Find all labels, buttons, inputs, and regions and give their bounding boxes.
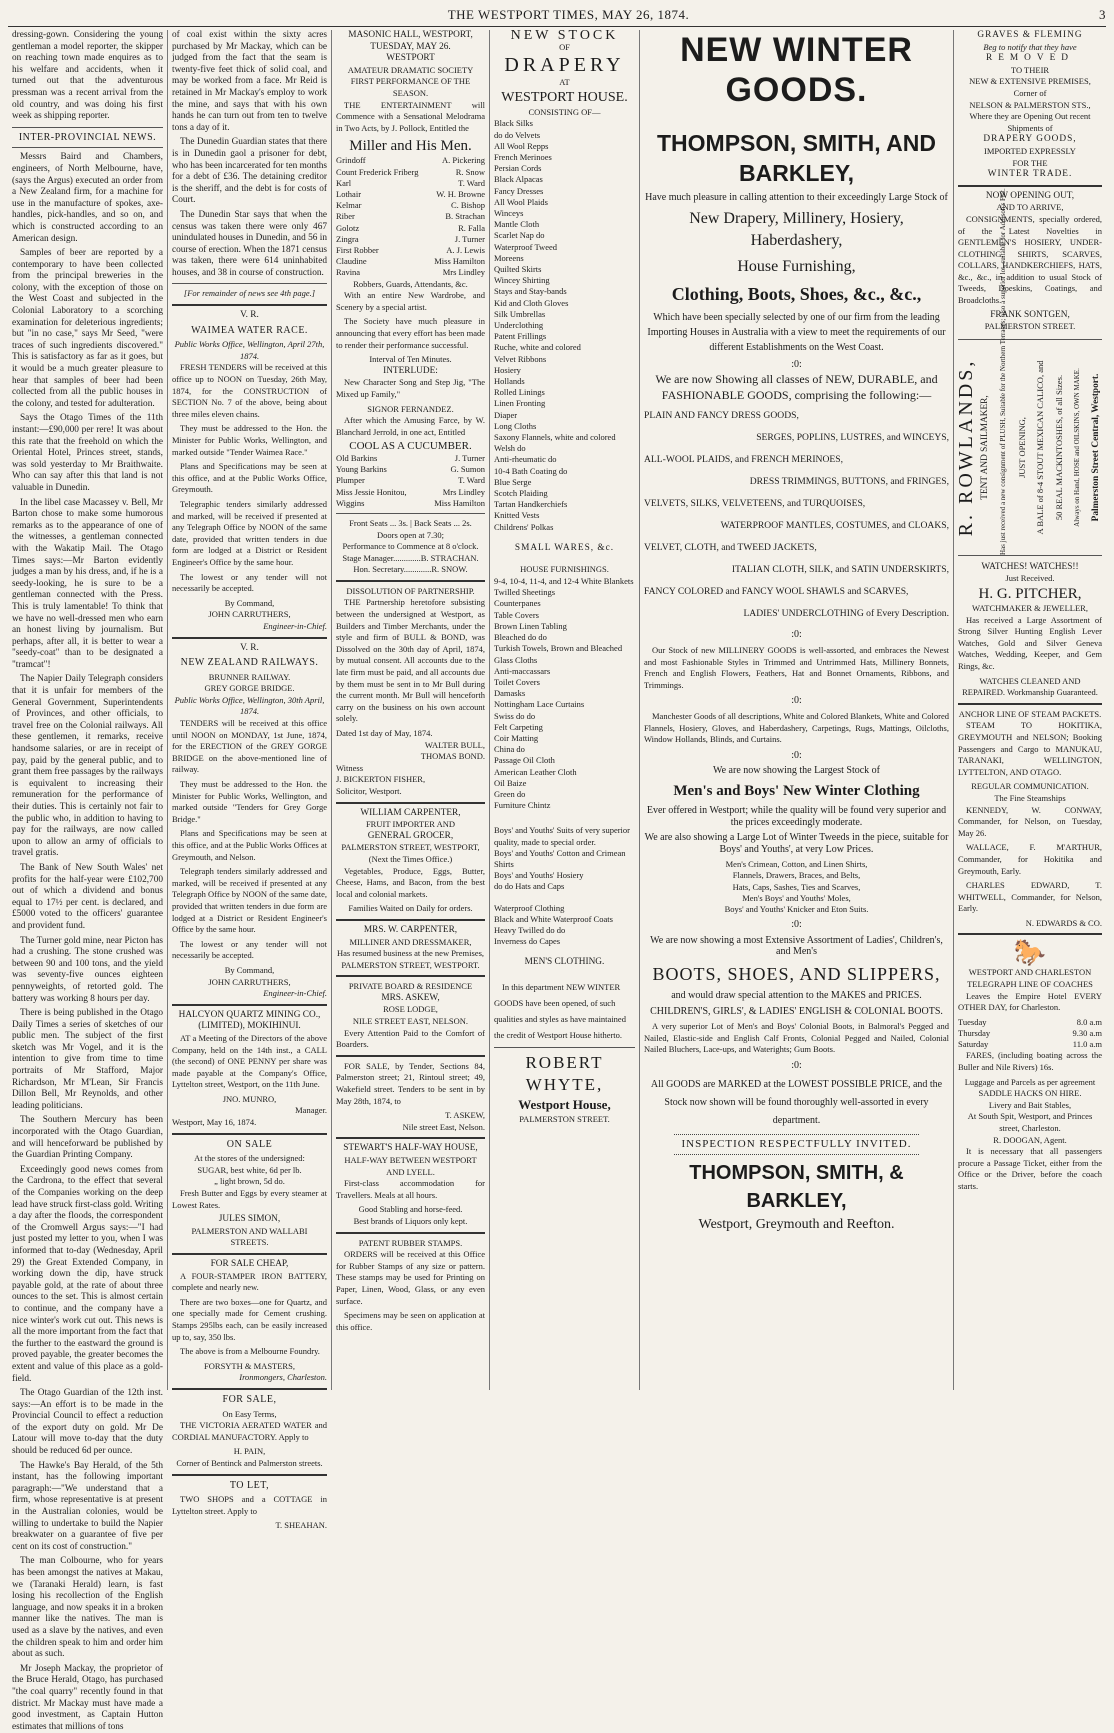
cast-list-2 bbox=[336, 453, 485, 509]
list-row bbox=[336, 267, 485, 278]
list-row bbox=[336, 475, 485, 486]
list-row bbox=[336, 245, 485, 256]
list-item: do do Hats and Caps bbox=[494, 881, 565, 892]
row-value: Mrs Lindley bbox=[442, 486, 485, 497]
list-row bbox=[336, 464, 485, 475]
list-item: Heavy Twilled do do bbox=[494, 924, 566, 935]
halcyon-ad: HALCYON QUARTZ MINING CO., (LIMITED), MOKIHINUI. AT a Meeting of the Directors of the above Company, held on the 14th inst., a CALL (the second) of ONE PENNY per share was made payable at the Company's Office, Lyttelton street, Westport, on the 11th June. JNO. MUNRO, Manager. Westport, May 16, 1874. bbox=[172, 1009, 327, 1128]
news-paragraph: The Otago Guardian of the 12th inst. says:—An effort is to be made in the Provincial Council to effect a reduction of the export duty on gold. Mr De Latour will move to-day that the duty should be reduced 6d per ounce. bbox=[12, 1388, 163, 1457]
column-thompson-smith: NEW WINTER GOODS. THOMPSON, SMITH, AND BARKLEY, Have much pleasure in calling attention to their exceedingly Large Stock of New Drapery, Millinery, Hosiery, Haberdashery, House Furnishing, Clothing, Boots, Shoes, &c., &c., Which have been specially selected by one of our firm from the leading Importing Houses in Australia with a view to meet the requirements of our different Establishments on the West Coast. :0: We are now Showing all classes of NEW, DURABLE, and FASHIONABLE GOODS, comprising the following:— PLAIN AND FANCY DRESS GOODS, SERGES, POPLINS, LUSTRES, and WINCEYS, ALL-WOOL PLAIDS, and FRENCH MERINOES, DRESS TRIMMINGS, BUTTONS, and FRINGES, VELVETS, SILKS, VELVETEENS, and TURQUOISES, WATERPROOF MANTLES, COSTUMES, and CLOAKS, VELVET, CLOTH, and TWEED JACKETS, ITALIAN CLOTH, SILK, and SATIN UNDERSKIRTS, FANCY COLORED and FANCY WOOL SHAWLS and SCARVES, LADIES' UNDERCLOTHING of Every Description. :0: Our Stock of new MILLINERY GOODS is well-assorted, and embraces the Newest and most Fashionable Styles in Trimmed and Untrimmed Hats, Millinery Bonnets, French and English Flowers, Feathers, Hat and Bonnet Ornaments, Ribbons, and Trimmings. :0: Manchester Goods of all descriptions, White and Colored Blankets, White and Colored Flannels, Hosiery, Gloves, and Haberdashery, Carpetings, Rugs, Mattings, Oilcloths, Window Hollands, Blinds, and Curtains. :0: We are now showing the Largest Stock of Men's and Boys' New Winter Clothing Ever offered in Westport; while the quality will be found very superior and the prices exceedingly moderate. We are also showing a Large Lot of Winter Tweeds in the piece, suitable for Boys' and Youths', at very Low Prices. Men's Crimean, Cotton, and Linen Shirts, Flannels, Drawers, Braces, and Belts, Hats, Caps, Sashes, Ties and Scarves, Men's Boys' and Youths' Moles, Boys' and Youths' Knicker and Eton Suits. :0: We are now showing a most Extensive Assortment of Ladies', Children's, and Men's BOOTS, SHOES, AND SLIPPERS, and would draw special attention to the MAKES and PRICES. CHILDREN'S, GIRLS', & LADIES' ENGLISH & COLONIAL BOOTS. A very superior Lot of Men's and Boys' Colonial Boots, in Balmoral's Pegged and Nailed, Elastic-side and English Calf Fronts, Colonial Pegged and Nailed, Colonial Nailed Bluchers, Lace-ups, and Waterights; Gum Boots. :0: All GOODS are MARKED at the LOWEST POSSIBLE PRICE, and the Stock now shown will be found thoroughly well-assorted in every department. INSPECTION RESPECTFULLY INVITED. THOMPSON, SMITH, & BARKLEY, Westport, Greymouth and Reefton. bbox=[640, 30, 954, 1390]
news-paragraph: There is being published in the Otago Daily Times a series of sketches of our public men. The subject of the first sketch was Mr Vogel, and it is the intention to give from time to time portraits of Mr Stafford, Major Richardson, Mr M'Lean, Sir Francis Dillon Bell, Mr Reynolds, and other leading politicians. bbox=[12, 1008, 163, 1111]
row-label: Riber bbox=[336, 211, 355, 222]
list-item: Black and White Waterproof Coats bbox=[494, 913, 613, 924]
list-item: Boys' and Youths' Hosiery bbox=[494, 870, 584, 881]
row-value: 9.30 a.m bbox=[1072, 1028, 1102, 1039]
remainder-note: [For remainder of news see 4th page.] bbox=[183, 288, 316, 299]
list-item: 9-4, 10-4, 11-4, and 12-4 White Blankets bbox=[494, 576, 634, 587]
masthead-title: THE WESTPORT TIMES, MAY 26, 1874. bbox=[447, 7, 690, 22]
row-value: G. Sumon bbox=[450, 464, 485, 475]
list-item: All Wool Repps bbox=[494, 140, 549, 151]
list-item: Furniture Chintz bbox=[494, 800, 551, 811]
column-westport-house: NEW STOCK OF DRAPERY AT WESTPORT HOUSE. CONSISTING OF— Black Silks do do Velvets All Wool Repps French Merinoes Persian Cords Black Alpacas Fancy Dresses All Wool Plaids Winceys Mantle Cloth Scarlet Nap do Waterproof Tweed Moreens Quilted Skirts Wincey Shirting Stays and Stay-bands Kid and Cloth Gloves Silk Umbrellas Underclothing Patent Frillings Ruche, white and colored Velvet Ribbons Hosiery Hollands Rolled Linings Linen Fronting Diaper Long Cloths Saxony Flannels, white and colored Welsh do Anti-rheumatic do 10-4 Bath Coating do Blue Serge Scotch Plaiding Tartan Handkerchiefs Knitted Vests Childrens' Polkas SMALL WARES, &c. HOUSE FURNISHINGS. 9-4, 10-4, 11-4, and 12-4 White Blankets Twilled Sheetings Counterpanes Table Covers Brown Linen Tabling Bleached do do Turkish Towels, Brown and Bleached Glass Cloths Anti-maccassars Toilet Covers Damasks Nottingham Lace Curtains Swiss do do Felt Carpeting Coir Matting China do Passage Oil Cloth American Leather Cloth Oil Baize Green do Furniture Chintz Boys' and Youths' Suits of very superior quality, made to special order. Boys' and Youths' Cotton and Crimean Shirts Boys' and Youths' Hosiery do do Hats and Caps Waterproof Clothing Black and White Waterproof Coats Heavy Twilled do do Inverness do Capes MEN'S CLOTHING. In this department NEW WINTER GOODS have been opened, of such qualities and styles as have maintained the credit of Westport House hitherto. ROBERT WHYTE, Westport House, PALMERSTON STREET. bbox=[490, 30, 640, 1390]
list-row bbox=[336, 189, 485, 200]
row-label: Young Barkins bbox=[336, 464, 387, 475]
news-paragraph: The Dunedin Star says that when the census was taken there were only 467 unindulated houses in Dunedin, and 56 in course of erection. When the 1871 census was taken, there were 614 uninhabited houses, and 38 in course of construction. bbox=[172, 209, 327, 278]
row-label: Count Frederick Friberg bbox=[336, 166, 419, 177]
row-label: Claudine bbox=[336, 256, 367, 267]
news-paragraph: The man Colbourne, who for years has been amongst the natives at Makau, we (Taranaki Herald) learn, is fast losing his recollection of the English language, and now speaks it in a broken manner like the natives. The man is used as a slave by the natives, and even the children speak to him and order him about as such. bbox=[12, 1556, 163, 1660]
list-item: Black Alpacas bbox=[494, 174, 543, 185]
mrs-carpenter-ad: MRS. W. CARPENTER, MILLINER AND DRESSMAKER, Has resumed business at the new Premises, PALMERSTON STREET, WESTPORT. bbox=[336, 924, 485, 970]
list-item: All Wool Plaids bbox=[494, 196, 548, 207]
waterproof-items bbox=[494, 903, 635, 948]
list-item: Tartan Handkerchiefs bbox=[494, 499, 568, 510]
list-item: Coir Matting bbox=[494, 732, 539, 743]
row-label: Ravina bbox=[336, 267, 361, 278]
row-label: Plumper bbox=[336, 475, 365, 486]
coach-icon: 🐎 bbox=[1013, 938, 1047, 968]
news-paragraph: Says the Otago Times of the 11th instant:—£90,000 per rere! It was about this rate that the freehold on which the Oriental Hotel, Princes street, stands, was sold yesterday to Mr Braithwaite. Who can say after this that land is not valuable in Dunedin. bbox=[12, 413, 163, 493]
row-value: 8.0 a.m bbox=[1076, 1016, 1102, 1027]
coaches-ad: 🐎 WESTPORT AND CHARLESTON TELEGRAPH LINE OF COACHES Leaves the Empire Hotel EVERY OTHER DAY, for Charleston. Tuesday 8.0 a.m Thursday 9.30 a.m Saturday 11.0 a.m FARES, (including boating across the Buller and Nile Rivers) 16s. Luggage and Parcels as per agreement SADDLE HACKS ON HIRE. Livery and Bait Stables, At South Spit, Westport, and Princes street, Charleston. R. DOOGAN, Agent. It is necessary that all passengers procure a Passage Ticket, either from the Office or the Driver, before the coach starts. bbox=[958, 938, 1102, 1191]
news-paragraph: The Turner gold mine, near Picton has had a crushing. The stone crushed was between 90 and 100 tons, and the yield was seventy-five ounces eighteen pennyweights, of retorted gold. The battery was working 8 hours per day. bbox=[12, 935, 163, 1004]
mens-lines bbox=[644, 859, 949, 915]
row-label: Karl bbox=[336, 177, 352, 188]
list-item: Felt Carpeting bbox=[494, 721, 543, 732]
list-item: Men's Crimean, Cotton, and Linen Shirts, bbox=[725, 859, 868, 870]
furnishing-items bbox=[494, 576, 635, 811]
list-row bbox=[336, 498, 485, 509]
cast-list bbox=[336, 155, 485, 278]
stamps-ad: PATENT RUBBER STAMPS. ORDERS will be received at this Office for Rubber Stamps of any size or pattern. These stamps may be used for Printing on Paper, Linen, Wood, Glass, or any even surface. Specimens may be seen on application at this office. bbox=[336, 1237, 485, 1332]
list-item: Silk Umbrellas bbox=[494, 308, 546, 319]
row-label: First Robber bbox=[336, 244, 379, 255]
list-item: American Leather Cloth bbox=[494, 766, 577, 777]
rowlands-ad: R. ROWLANDS, TENT AND SAILMAKER, Has just received a new consignment of PLUSH, Suitable for the Northern Terraces; also a superior lot, suitable for Addison's Flat. JUST OPENING, A BALE of 8-4 STOUT MEXICAN CALICO, and 50 REAL MACKINTOSHES, of all Sizes. Always on Hand, HOSE and OILSKINS, OWN MAKE. Palmerston Street Central, Westport. bbox=[955, 188, 1101, 555]
list-item: Passage Oil Cloth bbox=[494, 755, 555, 766]
anchor-line-ad: ANCHOR LINE OF STEAM PACKETS. STEAM TO HOKITIKA, GREYMOUTH and NELSON; Booking Passengers and Cargo to MANUKAU, TARANAKI, WELLINGTON, LYTTELTON, AND OTAGO. REGULAR COMMUNICATION. The Fine Steamships KENNEDY, W. CONWAY, Commander, for Nelson, on Tuesday, May 26. WALLACE, F. M'ARTHUR, Commander, for Hokitika and Greymouth, Early. CHARLES EDWARD, T. WHITWELL, Commander, for Nelson, Early. N. EDWARDS & CO. bbox=[958, 708, 1102, 928]
news-paragraph: dressing-gown. Considering the young gentleman a model reporter, the skipper on reaching town made enquires as to his welfare and accidents, when it turned out that the adventurous pressman was a recent arrival from the old country, and was doing his first week as shipping reporter. bbox=[12, 30, 163, 122]
list-item: Swiss do do bbox=[494, 710, 536, 721]
news-paragraph: of coal exist within the sixty acres purchased by Mr Mackay, which can be judged from the fact that the seam is twenty-five feet thick of solid coal, and may be worked from a face. Mr Reid is retained in Mr Mackay's employ to work the mine, and says that with his own hands he can turn out from ten to twelve tons a day of it. bbox=[172, 30, 327, 133]
row-value: R. Falla bbox=[458, 222, 485, 233]
list-item: Hats, Caps, Sashes, Ties and Scarves, bbox=[732, 881, 861, 892]
news-paragraph: Mr Joseph Mackay, the proprietor of the Bruce Herald, Otago, has purchased "the coal quarry" recently found in that district. Mr Mackay must have made a good investment, as Captain Hutton estimates that millions of tons bbox=[12, 1663, 163, 1732]
row-value: R. Snow bbox=[455, 166, 485, 177]
list-row bbox=[336, 200, 485, 211]
inter-provincial-heading: INTER-PROVINCIAL NEWS. bbox=[18, 131, 157, 143]
victoria-ad: FOR SALE, On Easy Terms, THE VICTORIA AERATED WATER and CORDIAL MANUFACTORY. Apply to H. PAIN, Corner of Bentinck and Palmerston streets. bbox=[172, 1393, 327, 1468]
list-item: do do Velvets bbox=[494, 129, 541, 140]
row-value: C. Bishop bbox=[450, 200, 485, 211]
play-title: Miller and His Men. bbox=[349, 138, 472, 155]
goods-line: LADIES' UNDERCLOTHING of Every Description. bbox=[743, 608, 949, 620]
news-paragraph: The Napier Daily Telegraph considers that it is unfair for members of the General Government, Superintendents of Provinces, and other officials, to travel free on the Colonial railways. All these gentlemen, it remarks, receive handsome salaries, or are in receipt of pay, paid by the general public, and to grant them free passages by the railways is equivalent to increasing their remuneration for the performance of their duties. This is certainly not fair to the public who, in addition to having to pay for the railways, are now called upon to allow an army of officials to travel gratis. bbox=[12, 674, 163, 859]
row-value: T. Ward bbox=[458, 475, 485, 486]
list-item: Moreens bbox=[494, 252, 524, 263]
list-item: Brown Linen Tabling bbox=[494, 620, 567, 631]
row-value: Miss Hamilton bbox=[434, 497, 485, 508]
news-paragraph: In the libel case Macassey v. Bell, Mr Barton chose to make some humorous remarks as to the appearance of one of the witnesses, a gentleman connected with the Wakatip Mail. The Otago Times says:—Mr Barton evidently judges a man by his dress, and, if he is a seedy-looking, he is sure to be a gentleman connected with the Press. This is truly lamentable! To think that we have no well-dressed men who earn an honest living by journalism. But perhaps, after all, it is better to wear a "seedy-coat" than to be designated a "tramcat"! bbox=[12, 497, 163, 670]
column-ads-6 bbox=[954, 30, 1106, 1390]
news-paragraphs bbox=[172, 137, 327, 279]
boots-heading: BOOTS, SHOES, AND SLIPPERS, bbox=[652, 964, 941, 985]
row-value: J. Turner bbox=[454, 233, 485, 244]
list-item: Counterpanes bbox=[494, 598, 541, 609]
list-item: Anti-maccassars bbox=[494, 665, 551, 676]
mens-clothing-heading: Men's and Boys' New Winter Clothing bbox=[673, 782, 920, 799]
list-item: Flannels, Drawers, Braces, and Belts, bbox=[732, 870, 861, 881]
list-item: Anti-rheumatic do bbox=[494, 454, 557, 465]
row-value: Mrs Lindley bbox=[442, 267, 485, 278]
graves-fleming-ad: GRAVES & FLEMING Beg to notify that they have REMOVED TO THEIR NEW & EXTENSIVE PREMISES, Corner of NELSON & PALMERSTON STS., Where they are Opening Out recent Shipments of DRAPERY GOODS, IMPORTED EXPRESSLY FOR THE WINTER TRADE. bbox=[969, 30, 1091, 180]
row-label: Grindoff bbox=[336, 155, 366, 166]
goods-line: DRESS TRIMMINGS, BUTTONS, and FRINGES, bbox=[749, 476, 949, 488]
list-item: French Merinoes bbox=[494, 151, 552, 162]
news-paragraph: Exceedingly good news comes from the Cardrona, to the effect that several of the Companies working on the deep lead have struck first-class gold. Writing a day after the floods, the correspondent of the Cromwell Argus says:—"I had just posted my letter to you, when I was informed that to-day (Wednesday, April 29) the Great Extended Company, in working down the dip, have struck payable gold, at the rate of about three ounces to the set. This is almost certain to continue, and the company have a nice winter's work cut out. This news is all the more important from the fact that the further to the eastward the ground is proved payable, the greater becomes the extent and value of this place as a gold-field. bbox=[12, 1164, 163, 1384]
row-value: 11.0 a.m bbox=[1072, 1039, 1102, 1050]
list-item: Underclothing bbox=[494, 320, 544, 331]
row-label: Golotz bbox=[336, 222, 360, 233]
list-row bbox=[336, 487, 485, 498]
row-value: A. Pickering bbox=[442, 155, 485, 166]
news-paragraph: Samples of beer are reported by a contemporary to have been collected from the principal breweries in the colony, with the exception of those on the West Coast and subjected in the Colonial Laboratory to a scorching examination for deleterious ingredients; but "in no case," says Mr Seed, "were traces of such ingredients discovered." This is satisfactory as far as it goes, but it would be a much greater pleasure to hear that samples of beer had been collected from all the public houses in the colony, and tested for adulteration. bbox=[12, 248, 163, 409]
list-item: Twilled Sheetings bbox=[494, 587, 556, 598]
sontgen-ad: NOW OPENING OUT, AND TO ARRIVE, CONSIGNMENTS, specially ordered, of the Latest Novelties in GENTLEMEN'S HOSIERY, UNDER-CLOTHING, SHIRTS, SCARVES, COLLARS, HANDKERCHIEFS, HATS, &c., &c., in addition to usual Stock of Tweeds, Doeskins, Coatings, and Broadcloths. FRANK SONTGEN, PALMERSTON STREET. bbox=[958, 190, 1102, 332]
goods-line: WATERPROOF MANTLES, COSTUMES, and CLOAKS, bbox=[720, 520, 949, 532]
list-item: Winceys bbox=[494, 208, 524, 218]
row-label: Kelmar bbox=[336, 200, 362, 211]
column-ads-3 bbox=[332, 30, 490, 1390]
new-winter-goods-title: NEW WINTER GOODS. bbox=[680, 31, 913, 109]
page-number: 3 bbox=[1099, 7, 1106, 22]
list-item: Diaper bbox=[494, 409, 518, 420]
vr-crest: V. R. bbox=[240, 310, 259, 321]
list-item: 10-4 Bath Coating do bbox=[494, 465, 568, 476]
stewart-ad: STEWART'S HALF-WAY HOUSE, HALF-WAY BETWEEN WESTPORT AND LYELL. First-class accommodation for Travellers. Meals at all hours. Good Stabling and horse-feed. Best brands of Liquors only kept. bbox=[336, 1143, 485, 1226]
drapery-items bbox=[494, 118, 635, 533]
drapery-heading: DRAPERY bbox=[504, 54, 625, 77]
list-item: Saxony Flannels, white and colored bbox=[494, 432, 616, 443]
list-row bbox=[336, 234, 485, 245]
list-item: Waterproof Tweed bbox=[494, 241, 557, 252]
battery-ad: FOR SALE CHEAP, A FOUR-STAMPER IRON BATTERY, complete and nearly new. There are two boxes—one for Quartz, and one specially made for Cement crushing. Stamps 295lbs each, can be easily increased up to, say, 350 lbs. The above is from a Melbourne Foundry. FORSYTH & MASTERS, Ironmongers, Charleston. bbox=[172, 1259, 327, 1383]
list-row bbox=[336, 453, 485, 464]
list-item: Linen Fronting bbox=[494, 398, 546, 409]
list-item: Fancy Dresses bbox=[494, 185, 544, 196]
list-item: Boys' and Youths' Cotton and Crimean Shirts bbox=[494, 847, 626, 869]
row-label: Wiggins bbox=[336, 497, 365, 508]
list-item: Kid and Cloth Gloves bbox=[494, 297, 569, 308]
list-item: Black Silks bbox=[494, 118, 533, 129]
list-item: Mantle Cloth bbox=[494, 219, 540, 230]
fashion-lines bbox=[644, 405, 949, 625]
list-item: Toilet Covers bbox=[494, 676, 540, 687]
row-value: W. H. Browne bbox=[436, 188, 485, 199]
list-item: Oil Baize bbox=[494, 777, 527, 788]
list-item: Rolled Linings bbox=[494, 387, 545, 398]
list-item: Wincey Shirting bbox=[494, 275, 550, 286]
row-label: Old Barkins bbox=[336, 452, 378, 463]
theatre-ad: MASONIC HALL, WESTPORT, TUESDAY, MAY 26. WESTPORT AMATEUR DRAMATIC SOCIETY FIRST PERFORMANCE OF THE SEASON. THE ENTERTAINMENT will Commence with a Sensational Melodrama in Two Acts, by J. Pollock, Entitled the Miller and His Men. Grindoff A. Pickering Count Frederick Friberg R. Snow Karl T. Ward Lothair W. H. Browne Kelmar C. Bishop Riber B. Strachan Golotz R. Falla Zingra J. Turner First Robber A. J. Lewis Claudine Miss Hamilton Ravina Mrs Lindley Robbers, Guards, Attendants, &c. With an entire New Wardrobe, and Scenery by a special artist. The Society have much pleasure in announcing that every effort has been made to render their performance successful. Interval of Ten Minutes. INTERLUDE: New Character Song and Step Jig, "The Mixed up Family," SIGNOR FERNANDEZ. After which the Amusing Farce, by W. Blanchard Jerrold, in one act, Entitled COOL AS A CUCUMBER. Old Barkins J. Turner Young Barkins G. Sumon Plumper T. Ward Miss Jessie Honitou, Mrs Lindley Wiggins Miss Hamilton Front Seats ... 3s. | Back Seats ... 2s. Doors open at 7.30; Performance to Commence at 8 o'clock. Stage Manager.............B. STRACHAN. Hon. Secretary.............R. SNOW. bbox=[336, 30, 485, 575]
westport-house-heading: WESTPORT HOUSE. bbox=[501, 89, 628, 105]
list-item: Blue Serge bbox=[494, 476, 532, 487]
boys-items bbox=[494, 825, 635, 892]
list-row bbox=[336, 167, 485, 178]
list-item: Scarlet Nap do bbox=[494, 230, 545, 241]
row-label: Zingra bbox=[336, 233, 359, 244]
list-item: Damasks bbox=[494, 688, 526, 699]
list-item: Stays and Stay-bands bbox=[494, 286, 567, 297]
list-item: Hosiery bbox=[494, 364, 521, 375]
goods-line: ALL-WOOL PLAIDS, and FRENCH MERINOES, bbox=[644, 454, 843, 466]
dissolution-ad: DISSOLUTION OF PARTNERSHIP. THE Partnership heretofore subsisting between the undersigned at Westport, as Builders and Timber Merchants, under the style and firm of BULL & BOND, was Dissolved on the 30th day of April, 1874, by mutual consent. All accounts due to the late firm must be paid, and all accounts due by them must be sent in to Mr Bull during the current month. Mr Bull will henceforth carry on the business on his own account solely. Dated 1st day of May, 1874. WALTER BULL, THOMAS BOND. Witness J. BICKERTON FISHER, Solicitor, Westport. bbox=[336, 585, 485, 796]
railways-ad: V. R. NEW ZEALAND RAILWAYS. BRUNNER RAILWAY. GREY GORGE BRIDGE. Public Works Office, Wellington, 30th April, 1874. TENDERS will be received at this office until NOON on MONDAY, 1st June, 1874, for the ERECTION of the GREY GORGE BRIDGE on the above-mentioned line of railway. They must be addressed to the Hon. the Minister for Public Works, Wellington, and marked outside "Tenders for Grey Gorge Bridge." Plans and Specifications may be seen at this office, and at the Public Works Offices at Greymouth, and Nelson. Telegraph tenders similarly addressed and marked, will be received if presented at any Telegraph Office by NOON of the same date, provided that written tenders in due form are lodged at a District or Resident Engineer's Office by the same hour. The lowest or any tender will not necessarily be accepted. By Command, JOHN CARRUTHERS, Engineer-in-Chief. bbox=[172, 642, 327, 999]
on-sale-ad: ON SALE At the stores of the undersigned: SUGAR, best white, 6d per lb. „ light brown, 5d do. Fresh Butter and Eggs by every steamer at Lowest Rates. JULES SIMON, PALMERSTON AND WALLABI STREETS. bbox=[172, 1138, 327, 1248]
list-item: Turkish Towels, Brown and Bleached bbox=[494, 643, 623, 654]
sections-ad: FOR SALE, by Tender, Sections 84, Palmerston street; 21, Rintoul street; 49, Wakefield street. Tenders to be sent in by May 28th, 1874, to T. ASKEW, Nile street East, Nelson. bbox=[336, 1060, 485, 1132]
row-label: Lothair bbox=[336, 188, 362, 199]
list-item: Boys' and Youths' Knicker and Eton Suits. bbox=[724, 904, 869, 915]
list-row bbox=[958, 1028, 1102, 1039]
goods-line: PLAIN AND FANCY DRESS GOODS, bbox=[644, 410, 799, 422]
list-item: Scotch Plaiding bbox=[494, 488, 548, 499]
list-item: Bleached do do bbox=[494, 632, 547, 643]
list-item: Quilted Skirts bbox=[494, 264, 542, 275]
row-value: A. J. Lewis bbox=[446, 244, 485, 255]
list-row bbox=[958, 1039, 1102, 1050]
goods-line: SERGES, POPLINS, LUSTRES, and WINCEYS, bbox=[756, 432, 949, 444]
list-row bbox=[336, 256, 485, 267]
list-item: Hollands bbox=[494, 376, 525, 387]
coach-times bbox=[958, 1017, 1102, 1051]
board-ad: PRIVATE BOARD & RESIDENCE MRS. ASKEW, ROSE LODGE, NILE STREET EAST, NELSON. Every Attention Paid to the Comfort of Boarders. bbox=[336, 981, 485, 1050]
list-item: Glass Cloths bbox=[494, 654, 538, 665]
news-paragraph: The Hawke's Bay Herald, of the 5th instant, has the following important paragraph:—"We understand that a firm, whose representative is at present in the Australian colonies, would be willing to undertake to build the Napier breakwater on a guarantee of five per cent on its cost of construction." bbox=[12, 1460, 163, 1552]
list-item: Welsh do bbox=[494, 443, 526, 454]
list-row bbox=[958, 1017, 1102, 1028]
news-paragraph: Messrs Baird and Chambers, engineers, of North Melbourne, have, (says the Argus) executed an order from a New Zealand firm, for a machine for use in the manufacture of spokes, axe-handles, pick-handles, and so on, and which is constructed according to an American design. bbox=[12, 152, 163, 244]
row-label: Saturday bbox=[958, 1039, 989, 1050]
list-item: Boys' and Youths' Suits of very superior quality, made to special order. bbox=[494, 825, 630, 847]
list-row bbox=[336, 223, 485, 234]
news-paragraph: The Southern Mercury has been incorporated with the Otago Guardian, and will henceforward be published by the Guardian Printing Company. bbox=[12, 1115, 163, 1161]
list-item: Persian Cords bbox=[494, 163, 542, 174]
goods-line: ITALIAN CLOTH, SILK, and SATIN UNDERSKIRTS, bbox=[731, 564, 949, 576]
list-item: Table Covers bbox=[494, 609, 539, 620]
news-paragraph: The Dunedin Guardian states that there is in Dunedin gaol a prisoner for debt, who has been incarcerated for ten months for a debt of £36. The detaining creditor is the sheriff, and the debt is for costs of Court. bbox=[172, 137, 327, 206]
row-label: Tuesday bbox=[958, 1016, 987, 1027]
to-let-ad: TO LET, TWO SHOPS and a COTTAGE in Lyttelton street. Apply to T. SHEAHAN. bbox=[172, 1479, 327, 1531]
list-item: Patent Frillings bbox=[494, 331, 547, 342]
list-row bbox=[336, 155, 485, 166]
row-value: B. Strachan bbox=[445, 211, 485, 222]
robert-whyte: ROBERT WHYTE, bbox=[525, 1052, 604, 1094]
news-paragraph: The Bank of New South Wales' net profits for the half-year were £102,700 out of which a dividend and bonus equal to 17½ per cent. is declared, and £5000 voted to the officers' guarantee and provident fund. bbox=[12, 862, 163, 931]
waimea-ad: V. R. WAIMEA WATER RACE. Public Works Office, Wellington, April 27th, 1874. FRESH TENDERS will be received at this office up to NOON on Tuesday, 26th May, 1874, for the CONSTRUCTION of SECTION No. 7 of the above, being about three miles eleven chains. They must be addressed to the Hon. the Minister for Public Works, Wellington, and marked outside "Tender Waimea Race." Plans and Specifications may be seen at this office, and at the Public Works Office, Greymouth. Telegraphic tenders similarly addressed and marked, will be received if presented at any Telegraph Office by NOON of the same date, provided that written tenders in due form are lodged at a District or Resident Engineer's Office by the same hour. The lowest or any tender will not necessarily be accepted. By Command, JOHN CARRUTHERS, Engineer-in-Chief. bbox=[172, 310, 327, 631]
row-value: Miss Hamilton bbox=[434, 256, 485, 267]
masthead bbox=[8, 4, 1106, 27]
list-row bbox=[336, 178, 485, 189]
list-item: Long Cloths bbox=[494, 420, 537, 431]
list-item: Green do bbox=[494, 788, 526, 799]
list-item: Waterproof Clothing bbox=[494, 902, 565, 913]
list-item: Knitted Vests bbox=[494, 510, 540, 521]
list-item: Childrens' Polkas bbox=[494, 521, 554, 532]
firm-name-footer: THOMPSON, SMITH, & BARKLEY, bbox=[689, 1162, 904, 1213]
pitcher-ad: WATCHES! WATCHES!! Just Received. H. G. PITCHER, WATCHMAKER & JEWELLER, Has received a Large Assortment of Strong Silver Hunting English Lever Watches, Gold and Silver Geneva Watches, Wedding, Keeper, and Gem Rings, &c. WATCHES CLEANED AND REPAIRED. Workmanship Guaranteed. bbox=[958, 561, 1102, 698]
goods-line: VELVETS, SILKS, VELVETEENS, and TURQUOISES, bbox=[644, 498, 866, 510]
list-row bbox=[336, 211, 485, 222]
firm-name: THOMPSON, SMITH, AND BARKLEY, bbox=[657, 130, 936, 186]
list-item: Inverness do Capes bbox=[494, 936, 561, 947]
news-paragraphs bbox=[12, 152, 163, 1733]
row-label: Miss Jessie Honitou, bbox=[336, 486, 407, 497]
row-value: T. Ward bbox=[458, 177, 485, 188]
goods-line: FANCY COLORED and FANCY WOOL SHAWLS and SCARVES, bbox=[644, 586, 909, 598]
list-item: Nottingham Lace Curtains bbox=[494, 699, 585, 710]
list-item: Velvet Ribbons bbox=[494, 353, 547, 364]
column-news-1 bbox=[8, 30, 168, 1732]
list-item: Ruche, white and colored bbox=[494, 342, 581, 353]
list-item: Men's Boys' and Youths' Moles, bbox=[742, 892, 851, 903]
column-news-2 bbox=[168, 30, 332, 1531]
goods-line: VELVET, CLOTH, and TWEED JACKETS, bbox=[644, 542, 817, 554]
row-value: J. Turner bbox=[454, 452, 485, 463]
list-item: China do bbox=[494, 744, 525, 755]
row-label: Thursday bbox=[958, 1028, 991, 1039]
carpenter-ad: WILLIAM CARPENTER, FRUIT IMPORTER AND GENERAL GROCER, PALMERSTON STREET, WESTPORT, (Next the Times Office.) Vegetables, Produce, Eggs, Butter, Cheese, Hams, and Bacon, from the best local and colonial markets. Families Waited on Daily for orders. bbox=[336, 807, 485, 914]
